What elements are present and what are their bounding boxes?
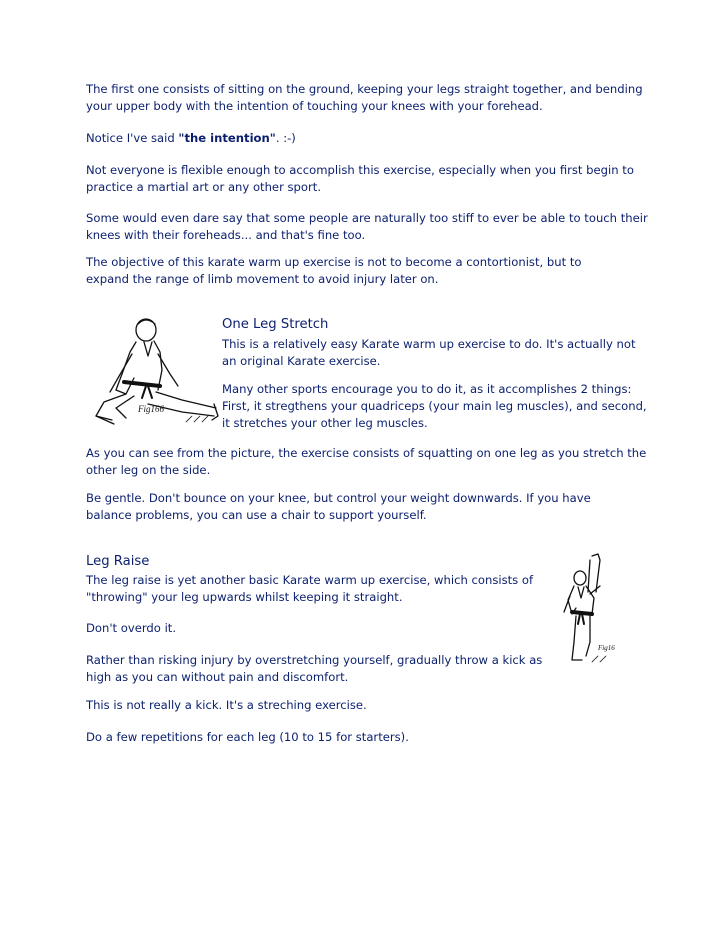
leg-raise-figure-icon: [562, 552, 622, 664]
intro-paragraph-2-text: Notice I've said: [86, 131, 179, 145]
intro-paragraph-3: Not everyone is flexible enough to accomplish this exercise, especially when you first begin to practice a martial art or any other sport.: [86, 163, 634, 194]
leg-raise-paragraph-2: Don't overdo it.: [86, 621, 177, 635]
intro-paragraph-2: [86, 130, 646, 147]
leg-raise-caption: Fig16: [598, 644, 615, 652]
leg-raise-paragraph-5: Do a few repetitions for each leg (10 to 15 for starters).: [86, 730, 409, 744]
leg-raise-illustration: [562, 552, 622, 664]
one-leg-stretch-figure-icon: [86, 312, 221, 430]
one-leg-stretch-paragraph-4: Be gentle. Don't bounce on your knee, but control your weight downwards. If you have balance problems, you can use a chair to support yourself.: [86, 491, 591, 522]
intro-paragraph-2-suffix: . :-): [275, 131, 296, 145]
leg-raise-paragraph-4: This is not really a kick. It's a streching exercise.: [86, 698, 367, 712]
leg-raise-paragraph-1: The leg raise is yet another basic Karate warm up exercise, which consists of "throwing" your leg upwards whilst keeping it straight.: [86, 573, 534, 604]
one-leg-stretch-heading: One Leg Stretch: [222, 317, 329, 332]
one-leg-stretch-paragraph-1: This is a relatively easy Karate warm up exercise to do. It's actually not an original Karate exercise.: [222, 337, 636, 368]
intro-paragraph-1: The first one consists of sitting on the ground, keeping your legs straight together, and bending your upper body with the intention of touching your knees with your forehead.: [86, 82, 643, 113]
intro-paragraph-4: Some would even dare say that some people are naturally too stiff to ever be able to touch their knees with their foreheads... and that's fine too.: [86, 211, 648, 242]
one-leg-stretch-paragraph-2: Many other sports encourage you to do it, as it accomplishes 2 things: First, it stregthens your quadriceps (your main leg muscles), and second, it stretches your other leg muscles.: [222, 382, 647, 430]
one-leg-stretch-illustration: [86, 312, 221, 430]
leg-raise-heading: Leg Raise: [86, 554, 150, 569]
one-leg-stretch-caption: Fig166: [138, 404, 164, 414]
one-leg-stretch-paragraph-3: As you can see from the picture, the exercise consists of squatting on one leg as you stretch the other leg on the side.: [86, 446, 647, 477]
intro-paragraph-5: The objective of this karate warm up exercise is not to become a contortionist, but to expand the range of limb movement to avoid injury later on.: [86, 255, 582, 286]
emphasis-the-intention: "the intention": [178, 131, 276, 145]
leg-raise-paragraph-3: Rather than risking injury by overstretching yourself, gradually throw a kick as high as you can without pain and discomfort.: [86, 653, 543, 684]
